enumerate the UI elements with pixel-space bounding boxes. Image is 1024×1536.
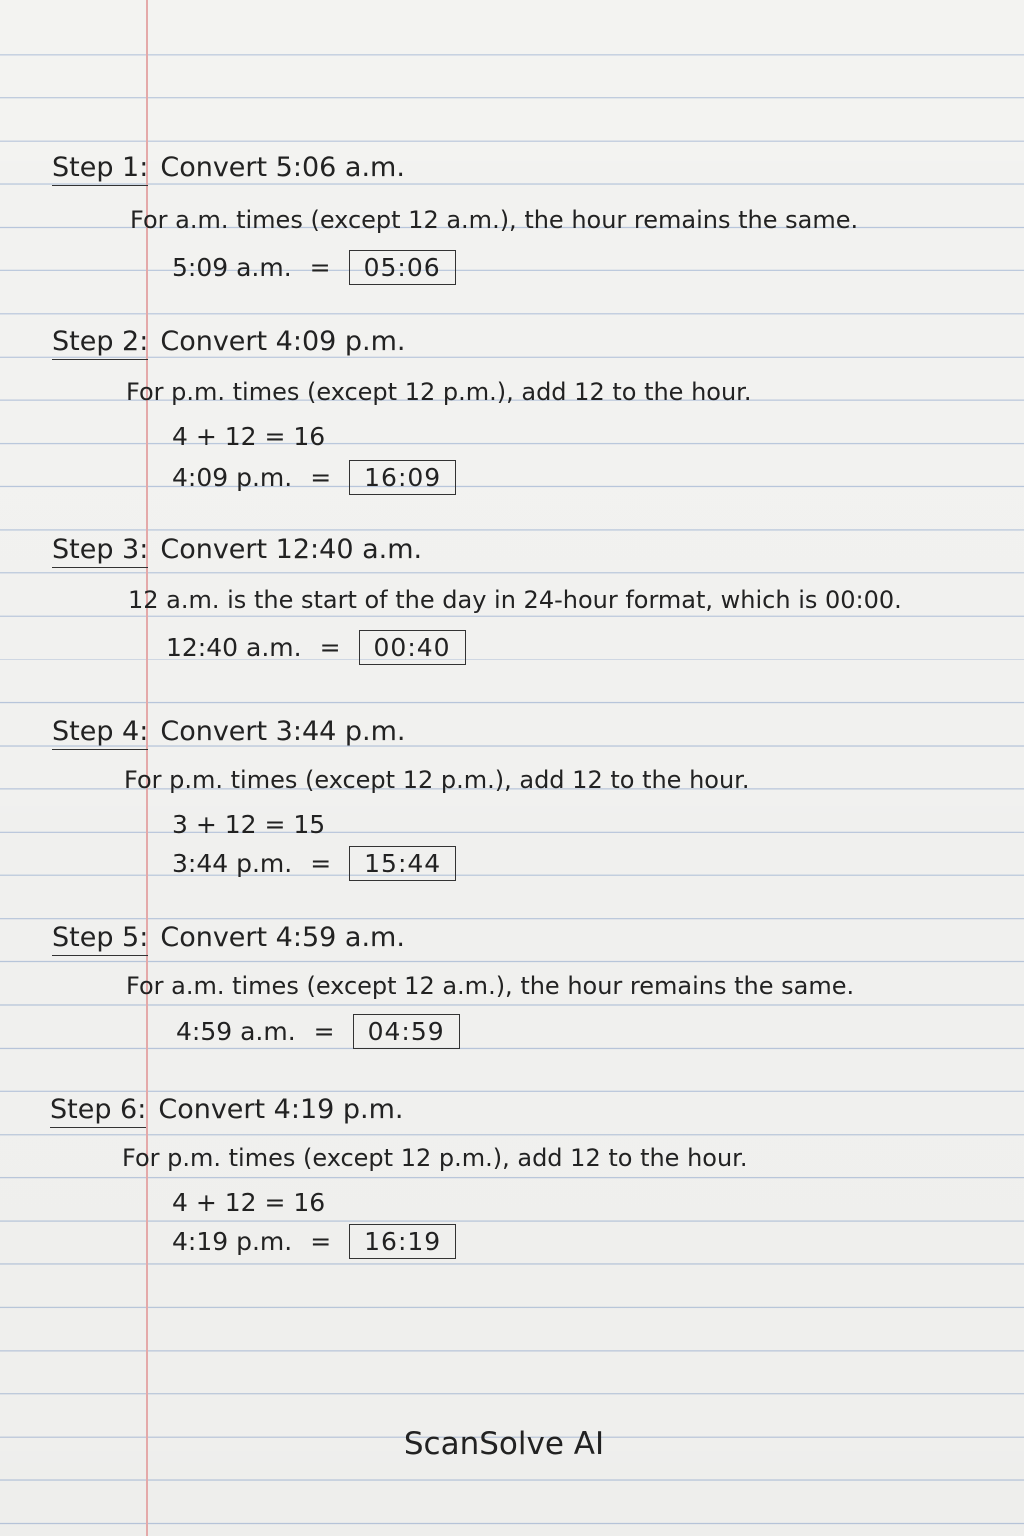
step-label: Step 5:: [52, 922, 148, 956]
step-title: Convert 5:06 a.m.: [160, 152, 405, 183]
step-heading: [52, 534, 422, 568]
conversion-line: [166, 630, 466, 665]
conversion-input: 4:09 p.m.: [172, 463, 293, 492]
conversion-line: [176, 1014, 460, 1049]
step-label: Step 3:: [52, 534, 148, 568]
work-line: 4 + 12 = 16: [172, 1188, 326, 1217]
equals-sign: =: [310, 1227, 332, 1256]
step-heading: [52, 716, 406, 750]
step-title: Convert 12:40 a.m.: [160, 534, 423, 565]
step-title: Convert 4:19 p.m.: [158, 1094, 404, 1125]
conversion-input: 12:40 a.m.: [166, 633, 302, 662]
step-rule: 12 a.m. is the start of the day in 24-hour format, which is 00:00.: [128, 586, 902, 614]
conversion-input: 4:19 p.m.: [172, 1227, 293, 1256]
step-rule: For a.m. times (except 12 a.m.), the hour remains the same.: [126, 972, 855, 1000]
answer-box: 16:19: [349, 1224, 456, 1259]
equals-sign: =: [310, 849, 332, 878]
conversion-line: [172, 460, 456, 495]
equals-sign: =: [319, 633, 341, 662]
equals-sign: =: [313, 1017, 335, 1046]
equals-sign: =: [309, 253, 331, 282]
conversion-input: 3:44 p.m.: [172, 849, 293, 878]
step-title: Convert 3:44 p.m.: [160, 716, 406, 747]
answer-box: 04:59: [353, 1014, 460, 1049]
work-line: 3 + 12 = 15: [172, 810, 326, 839]
answer-box: 00:40: [359, 630, 466, 665]
step-rule: For p.m. times (except 12 p.m.), add 12 to the hour.: [126, 378, 752, 406]
brand-name: ScanSolve AI: [403, 1426, 605, 1462]
step-title: Convert 4:09 p.m.: [160, 326, 406, 357]
conversion-line: [172, 1224, 456, 1259]
step-heading: [52, 326, 406, 360]
brand-footer: [0, 1426, 1024, 1462]
conversion-line: [172, 250, 456, 285]
step-title: Convert 4:59 a.m.: [160, 922, 405, 953]
step-heading: [52, 922, 405, 956]
answer-box: 05:06: [349, 250, 456, 285]
conversion-input: 4:59 a.m.: [176, 1017, 296, 1046]
step-label: Step 4:: [52, 716, 148, 750]
equals-sign: =: [310, 463, 332, 492]
step-label: Step 1:: [52, 152, 148, 186]
step-heading: [50, 1094, 404, 1128]
step-rule: For p.m. times (except 12 p.m.), add 12 to the hour.: [122, 1144, 748, 1172]
work-line: 4 + 12 = 16: [172, 422, 326, 451]
step-label: Step 6:: [50, 1094, 146, 1128]
answer-box: 15:44: [349, 846, 456, 881]
step-heading: [52, 152, 405, 186]
answer-box: 16:09: [349, 460, 456, 495]
step-rule: For a.m. times (except 12 a.m.), the hour remains the same.: [130, 206, 859, 234]
conversion-line: [172, 846, 456, 881]
step-rule: For p.m. times (except 12 p.m.), add 12 to the hour.: [124, 766, 750, 794]
step-label: Step 2:: [52, 326, 148, 360]
conversion-input: 5:09 a.m.: [172, 253, 292, 282]
